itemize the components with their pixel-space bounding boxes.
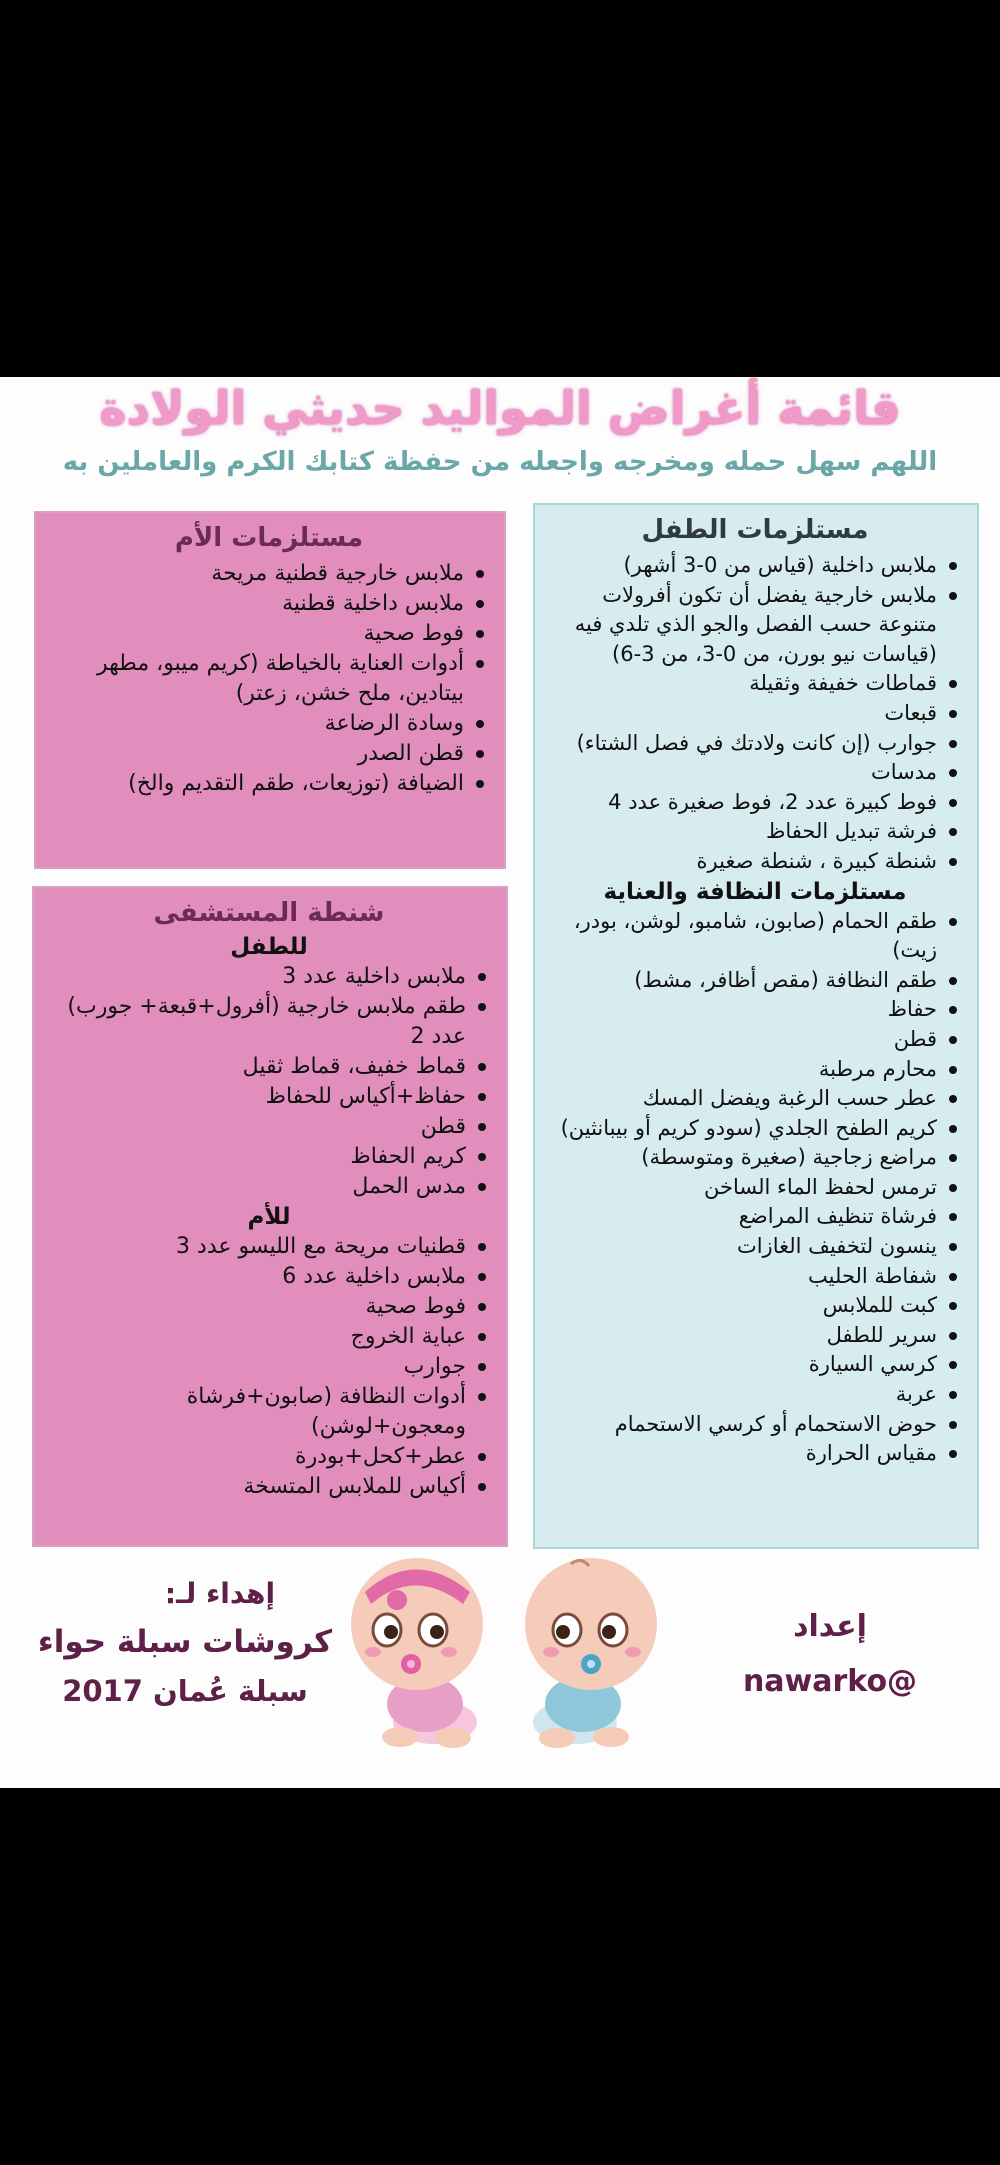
list-item: حوض الاستحمام أو كرسي الاستحمام [551, 1410, 959, 1440]
list-item: شنطة كبيرة ، شنطة صغيرة [551, 847, 959, 877]
hospital-mother-subheading: للأم [247, 1204, 291, 1230]
list-item: ملابس داخلية قطنية [52, 589, 486, 619]
list-item: ترمس لحفظ الماء الساخن [551, 1173, 959, 1203]
list-item: عربة [551, 1380, 959, 1410]
list-item: فرشاة تنظيف المراضع [551, 1202, 959, 1232]
hospital-bag-box [32, 886, 508, 1547]
list-item: كريم الحفاظ [50, 1142, 488, 1172]
list-item: قبعات [551, 699, 959, 729]
checklist-poster [0, 377, 1000, 1788]
mother-essentials-box [34, 511, 506, 869]
list-item: فوط كبيرة عدد 2، فوط صغيرة عدد 4 [551, 788, 959, 818]
list-item: أدوات العناية بالخياطة (كريم ميبو، مطهر بيتادين، ملح خشن، زعتر) [52, 649, 486, 709]
mother-essentials-heading: مستلزمات الأم [174, 523, 364, 553]
mother-essentials-list [52, 559, 486, 799]
hygiene-heading: مستلزمات النظافة والعناية [603, 878, 907, 905]
list-item: الضيافة (توزيعات، طقم التقديم والخ) [52, 769, 486, 799]
list-item: أدوات النظافة (صابون+فرشاة ومعجون+لوشن) [50, 1382, 488, 1442]
list-item: ينسون لتخفيف الغازات [551, 1232, 959, 1262]
hospital-baby-list [50, 962, 488, 1202]
list-item: أكياس للملابس المتسخة [50, 1472, 488, 1502]
list-item: ملابس داخلية (قياس من 0-3 أشهر) [551, 551, 959, 581]
list-item: كرسي السيارة [551, 1350, 959, 1380]
list-item: وسادة الرضاعة [52, 709, 486, 739]
poster-subtitle: اللهم سهل حمله ومخرجه واجعله من حفظة كتابك الكرم والعاملين به [62, 447, 938, 477]
list-item: جوارب [50, 1352, 488, 1382]
list-item: ملابس خارجية قطنية مريحة [52, 559, 486, 589]
list-item: حفاظ+أكياس للحفاظ [50, 1082, 488, 1112]
dedication-line-1: كروشات سبلة حواء [37, 1624, 333, 1660]
baby-essentials-list [551, 551, 959, 877]
list-item: طقم ملابس خارجية (أفرول+قبعة+ جورب) عدد 2 [50, 992, 488, 1052]
list-item: طقم النظافة (مقص أظافر، مشط) [551, 966, 959, 996]
list-item: كريم الطفح الجلدي (سودو كريم أو بيبانثين) [551, 1114, 959, 1144]
list-item: عطر+كحل+بودرة [50, 1442, 488, 1472]
list-item: قماط خفيف، قماط ثقيل [50, 1052, 488, 1082]
list-item: مدس الحمل [50, 1172, 488, 1202]
hygiene-list [551, 907, 959, 1469]
list-item: مدسات [551, 758, 959, 788]
dedication-line-2: سبلة عُمان 2017 [62, 1674, 308, 1708]
list-item: مقياس الحرارة [551, 1439, 959, 1469]
baby-essentials-box [533, 503, 979, 1549]
list-item: فوط صحية [52, 619, 486, 649]
baby-girl-figure [351, 1558, 483, 1748]
list-item: قماطات خفيفة وثقيلة [551, 669, 959, 699]
list-item: شفاطة الحليب [551, 1262, 959, 1292]
hospital-bag-heading: شنطة المستشفى [153, 898, 385, 928]
list-item: قطنيات مريحة مع الليسو عدد 3 [50, 1232, 488, 1262]
list-item: ملابس داخلية عدد 3 [50, 962, 488, 992]
list-item: فرشة تبديل الحفاظ [551, 817, 959, 847]
dedication-label: إهداء لـ: [164, 1577, 276, 1610]
dedication-block [20, 1577, 350, 1708]
baby-essentials-heading: مستلزمات الطفل [641, 515, 869, 545]
prepared-by-block [700, 1609, 960, 1699]
list-item: ملابس خارجية يفضل أن تكون أفرولات متنوعة حسب الفصل والجو الذي تلدي فيه (قياسات نيو بورن، من 0-3، من 3-6) [551, 581, 959, 670]
prepared-by-label: إعداد [793, 1609, 867, 1644]
list-item: حفاظ [551, 995, 959, 1025]
list-item: طقم الحمام (صابون، شامبو، لوشن، بودر، زيت) [551, 907, 959, 966]
twin-babies-illustration [345, 1552, 665, 1752]
hospital-mother-list [50, 1232, 488, 1502]
list-item: عطر حسب الرغبة ويفضل المسك [551, 1084, 959, 1114]
list-item: مراضع زجاجية (صغيرة ومتوسطة) [551, 1143, 959, 1173]
list-item: محارم مرطبة [551, 1055, 959, 1085]
poster-title: قائمة أغراض المواليد حديثي الولادة [99, 381, 901, 435]
list-item: عباية الخروج [50, 1322, 488, 1352]
list-item: فوط صحية [50, 1292, 488, 1322]
list-item: قطن [50, 1112, 488, 1142]
list-item: سرير للطفل [551, 1321, 959, 1351]
hospital-baby-subheading: للطفل [230, 934, 308, 960]
list-item: ملابس داخلية عدد 6 [50, 1262, 488, 1292]
list-item: قطن الصدر [52, 739, 486, 769]
list-item: قطن [551, 1025, 959, 1055]
baby-boy-figure [525, 1558, 657, 1748]
list-item: كبت للملابس [551, 1291, 959, 1321]
prepared-by-handle: nawarko@ [742, 1664, 918, 1699]
list-item: جوارب (إن كانت ولادتك في فصل الشتاء) [551, 729, 959, 759]
